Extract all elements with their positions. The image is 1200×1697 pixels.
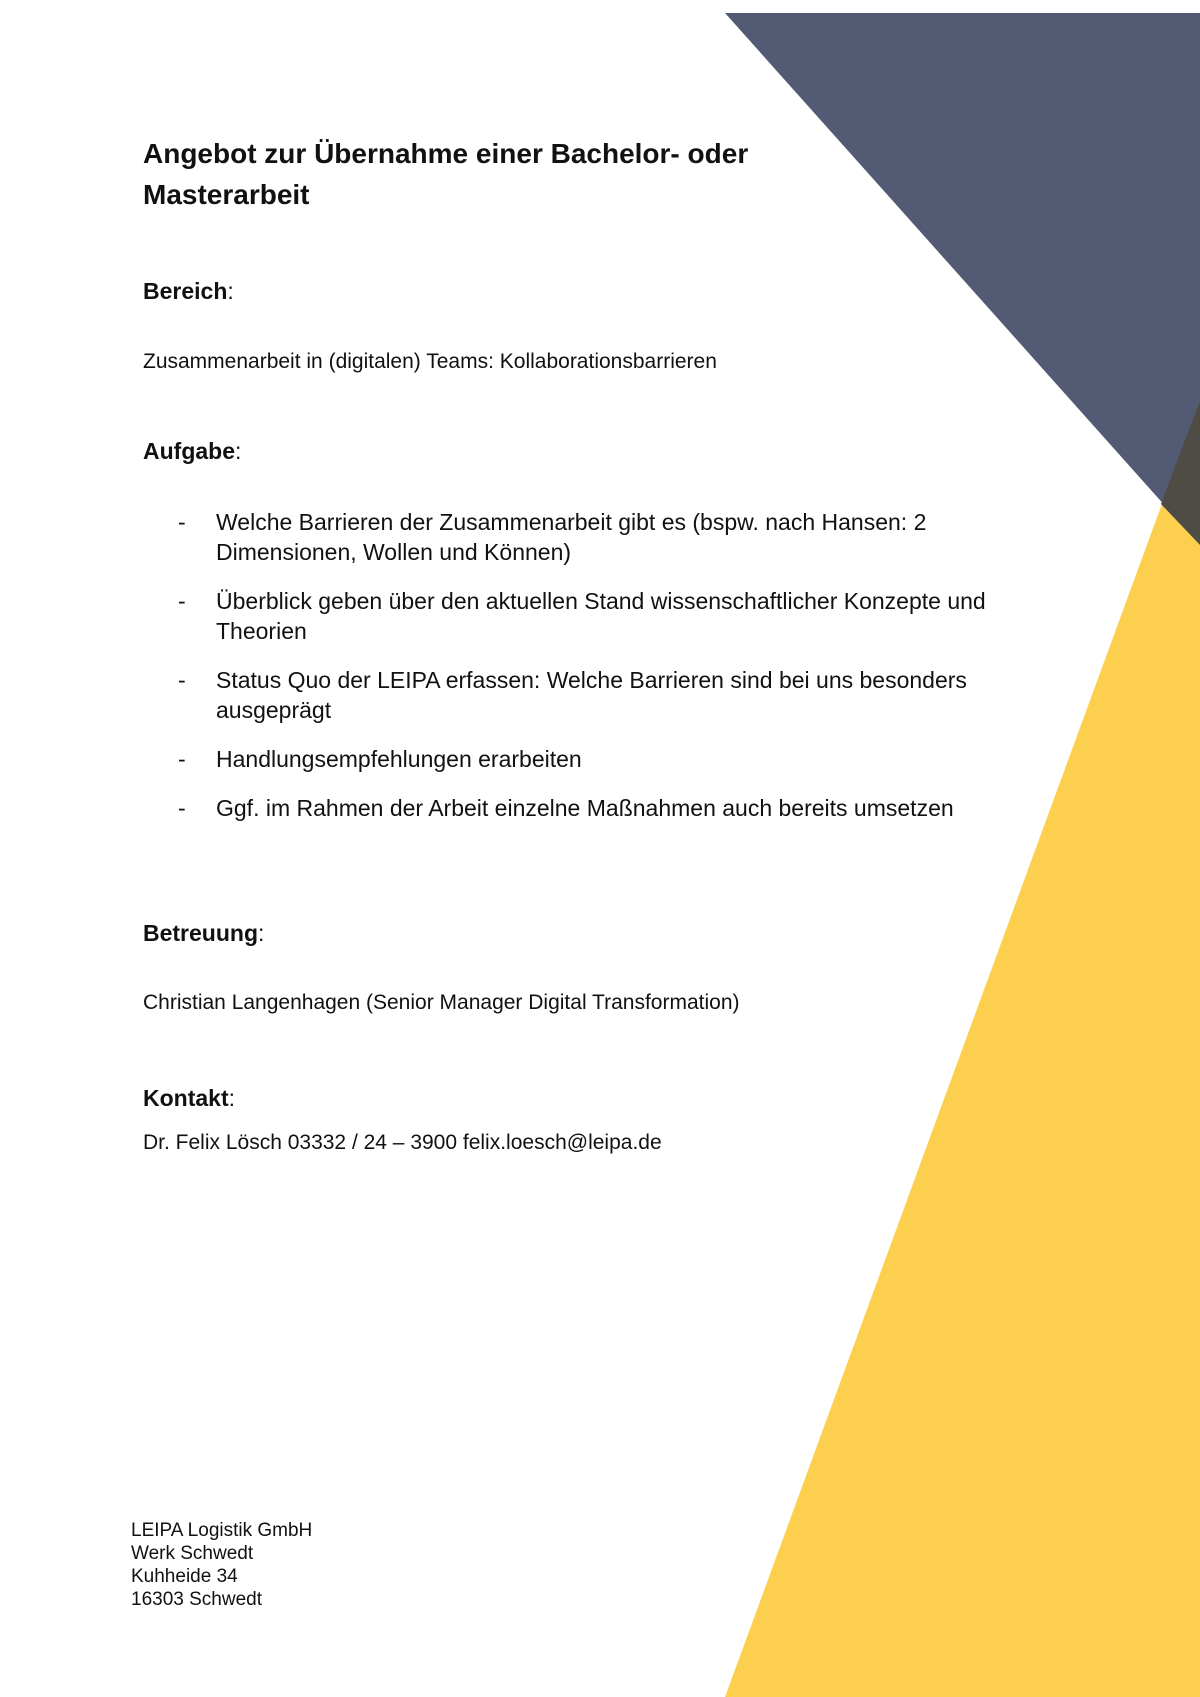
bullet-dash: - [178,509,186,535]
task-text: Handlungsempfehlungen erarbeiten [216,746,582,772]
aufgabe-label [143,436,241,466]
bullet-dash: - [178,746,186,772]
betreuung-label [143,918,264,948]
bereich-text: Zusammenarbeit in (digitalen) Teams: Kollaborationsbarrieren [143,350,717,373]
task-item [178,507,1058,567]
kontakt-text: Dr. Felix Lösch 03332 / 24 – 3900 felix.loesch@leipa.de [143,1131,662,1154]
betreuung-text: Christian Langenhagen (Senior Manager Digital Transformation) [143,991,740,1014]
task-text: Status Quo der LEIPA erfassen: Welche Barrieren sind bei uns besonders ausgeprägt [216,667,967,723]
page-title: Angebot zur Übernahme einer Bachelor- oder Masterarbeit [143,138,749,210]
task-item [178,586,1058,646]
address-line-company: LEIPA Logistik GmbH [131,1520,313,1541]
task-item [178,744,1058,774]
task-text: Welche Barrieren der Zusammenarbeit gibt es (bspw. nach Hansen: 2 Dimensionen, Wollen und Können) [216,509,927,565]
aufgabe-colon: : [235,438,242,464]
bereich-colon: : [227,278,234,304]
bullet-dash: - [178,667,186,693]
address-line-site: Werk Schwedt [131,1543,254,1564]
betreuung-colon: : [258,920,265,946]
kontakt-label [143,1083,235,1113]
address-line-street: Kuhheide 34 [131,1566,238,1587]
betreuung-label-text: Betreuung [143,920,258,946]
bereich-label [143,276,234,306]
task-list [178,507,1058,842]
task-item [178,665,1058,725]
company-address [131,1519,312,1611]
task-item [178,793,1058,823]
task-text: Ggf. im Rahmen der Arbeit einzelne Maßnahmen auch bereits umsetzen [216,795,954,821]
bullet-dash: - [178,795,186,821]
aufgabe-label-text: Aufgabe [143,438,235,464]
bullet-dash: - [178,588,186,614]
kontakt-label-text: Kontakt [143,1085,229,1111]
kontakt-colon: : [228,1085,236,1111]
bereich-label-text: Bereich [143,278,228,304]
task-text: Überblick geben über den aktuellen Stand wissenschaftlicher Konzepte und Theorien [216,588,986,644]
address-line-city: 16303 Schwedt [131,1589,262,1610]
